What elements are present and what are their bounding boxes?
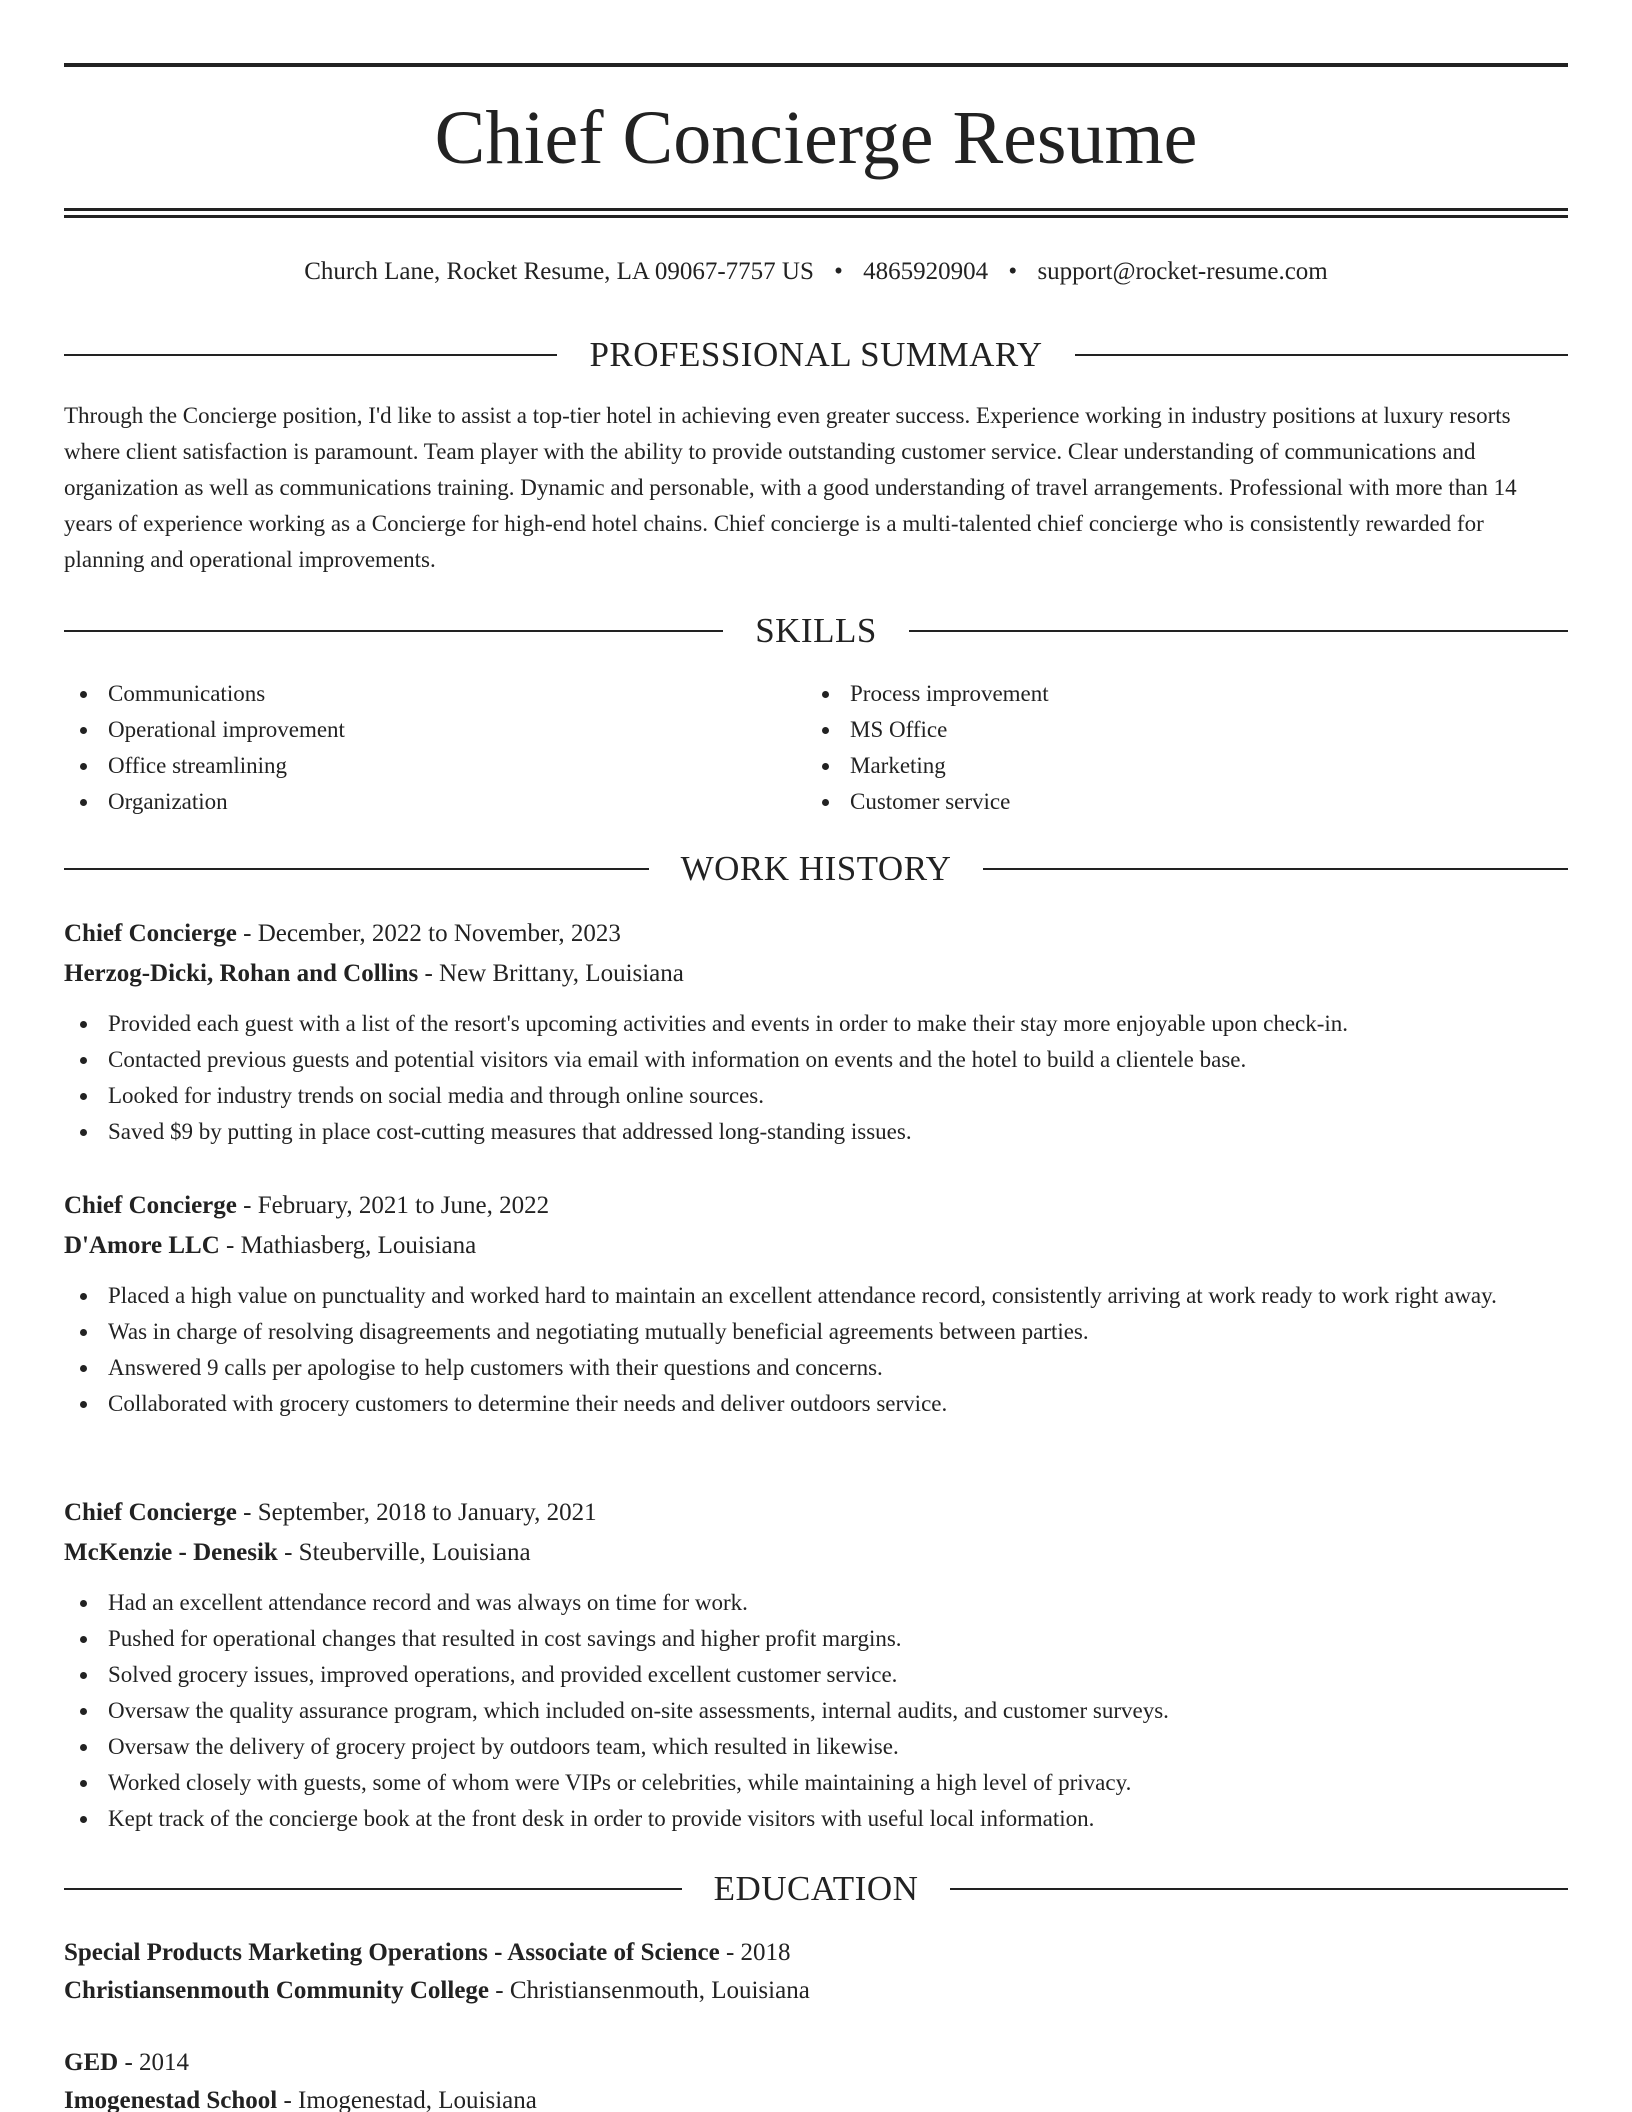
job-bullets — [64, 1278, 1568, 1422]
job-entry — [64, 1186, 1568, 1422]
job-bullet: Looked for industry trends on social media and through online sources. — [64, 1078, 1568, 1114]
job-company: McKenzie - Denesik — [64, 1539, 278, 1566]
skills-section-header — [64, 608, 1568, 654]
section-rule-right — [950, 1888, 1568, 1890]
section-rule-right — [1075, 354, 1568, 356]
contact-phone: 4865920904 — [863, 258, 989, 285]
job-title: Chief Concierge — [64, 1499, 237, 1526]
job-location: - Steuberville, Louisiana — [277, 1539, 531, 1566]
job-bullet: Oversaw the quality assurance program, which included on-site assessments, internal audits, and customer surveys. — [64, 1693, 1568, 1729]
job-bullets — [64, 1006, 1568, 1150]
job-bullet: Solved grocery issues, improved operations, and provided excellent customer service. — [64, 1657, 1568, 1693]
job-location: - New Brittany, Louisiana — [418, 960, 684, 987]
job-bullet: Kept track of the concierge book at the front desk in order to provide visitors with useful local information. — [64, 1801, 1568, 1837]
job-bullet: Contacted previous guests and potential visitors via email with information on events and the hotel to build a clientele base. — [64, 1042, 1568, 1078]
job-bullet: Answered 9 calls per apologise to help customers with their questions and concerns. — [64, 1350, 1568, 1386]
section-rule-right — [983, 868, 1568, 870]
job-entry — [64, 1493, 1568, 1837]
section-rule-left — [64, 354, 557, 356]
education-entry — [64, 2044, 1568, 2112]
job-dates: - December, 2022 to November, 2023 — [236, 920, 621, 947]
work-section-header — [64, 846, 1568, 892]
section-title-work: WORK HISTORY — [680, 849, 952, 888]
summary-text: Through the Concierge position, I'd like to assist a top-tier hotel in achieving even greater success. Experience working in industry positions at luxury resorts where client satisfaction is paramount. Team player with the ability to provide outstanding customer service. Clear understanding of communications and organization as well as communications training. Dynamic and personable, with a good understanding of travel arrangements. Professional with more than 14 years of experience working as a Concierge for high-end hotel chains. Chief concierge is a multi-talented chief concierge who is consistently rewarded for planning and operational improvements. — [64, 403, 1517, 572]
contact-separator: • — [834, 258, 843, 285]
job-bullet: Collaborated with grocery customers to determine their needs and deliver outdoors service. — [64, 1386, 1568, 1422]
skill-item: Customer service — [806, 784, 1526, 820]
section-rule-left — [64, 1888, 682, 1890]
skill-item: Operational improvement — [64, 712, 784, 748]
section-title-summary: PROFESSIONAL SUMMARY — [589, 335, 1043, 374]
job-bullet: Pushed for operational changes that resulted in cost savings and higher profit margins. — [64, 1621, 1568, 1657]
job-bullet: Provided each guest with a list of the resort's upcoming activities and events in order to make their stay more enjoyable upon check-in. — [64, 1006, 1568, 1042]
summary-section-header — [64, 332, 1568, 378]
contact-separator: • — [1008, 258, 1018, 285]
education-school-line — [64, 1972, 1568, 2010]
job-bullet: Oversaw the delivery of grocery project by outdoors team, which resulted in likewise. — [64, 1729, 1568, 1765]
job-company: D'Amore LLC — [64, 1232, 220, 1259]
job-entry — [64, 914, 1568, 1150]
job-company: Herzog-Dicki, Rohan and Collins — [64, 960, 419, 987]
skill-item: MS Office — [806, 712, 1526, 748]
job-bullet: Placed a high value on punctuality and worked hard to maintain an excellent attendance record, consistently arriving at work ready to work right away. — [64, 1278, 1568, 1314]
skill-item: Office streamlining — [64, 748, 784, 784]
job-dates: - February, 2021 to June, 2022 — [236, 1192, 550, 1219]
education-school: Imogenestad School — [64, 2087, 278, 2112]
contact-line — [64, 254, 1568, 290]
section-rule-left — [64, 630, 723, 632]
education-location: - Christiansenmouth, Louisiana — [489, 1977, 810, 2004]
section-title-skills: SKILLS — [755, 611, 877, 650]
section-rule-left — [64, 868, 649, 870]
job-title: Chief Concierge — [64, 920, 237, 947]
header-double-rule — [64, 208, 1568, 218]
job-bullet: Worked closely with guests, some of whom were VIPs or celebrities, while maintaining a high level of privacy. — [64, 1765, 1568, 1801]
education-degree: Special Products Marketing Operations - Associate of Science — [64, 1939, 720, 1966]
job-title-line — [64, 914, 1568, 954]
job-company-line — [64, 954, 1568, 994]
skill-item: Process improvement — [806, 676, 1526, 712]
skill-item: Communications — [64, 676, 784, 712]
education-degree: GED — [64, 2049, 119, 2076]
job-title: Chief Concierge — [64, 1192, 237, 1219]
skills-list-left — [64, 676, 784, 820]
education-degree-line — [64, 2044, 1568, 2082]
contact-address: Church Lane, Rocket Resume, LA 09067-7757 US — [304, 258, 814, 285]
job-title-line — [64, 1186, 1568, 1226]
education-school: Christiansenmouth Community College — [64, 1977, 490, 2004]
education-degree-line — [64, 1934, 1568, 1972]
header-top-rule — [64, 63, 1568, 67]
section-rule-right — [909, 630, 1568, 632]
section-title-education: EDUCATION — [713, 1869, 919, 1908]
job-company-line — [64, 1533, 1568, 1573]
contact-email: support@rocket-resume.com — [1037, 258, 1328, 285]
education-location: - Imogenestad, Louisiana — [277, 2087, 537, 2112]
education-year: - 2018 — [719, 1939, 791, 1966]
education-section-header — [64, 1866, 1568, 1912]
education-entry — [64, 1934, 1568, 2010]
skill-item: Organization — [64, 784, 784, 820]
skills-list-right — [806, 676, 1526, 820]
skill-item: Marketing — [806, 748, 1526, 784]
job-bullet: Was in charge of resolving disagreements and negotiating mutually beneficial agreements between parties. — [64, 1314, 1568, 1350]
resume-title: Chief Concierge Resume — [434, 96, 1198, 180]
education-school-line — [64, 2082, 1568, 2112]
education-year: - 2014 — [118, 2049, 190, 2076]
job-title-line — [64, 1493, 1568, 1533]
job-dates: - September, 2018 to January, 2021 — [236, 1499, 597, 1526]
job-location: - Mathiasberg, Louisiana — [219, 1232, 477, 1259]
job-bullets — [64, 1585, 1568, 1837]
job-bullet: Saved $9 by putting in place cost-cutting measures that addressed long-standing issues. — [64, 1114, 1568, 1150]
job-bullet: Had an excellent attendance record and was always on time for work. — [64, 1585, 1568, 1621]
job-company-line — [64, 1226, 1568, 1266]
